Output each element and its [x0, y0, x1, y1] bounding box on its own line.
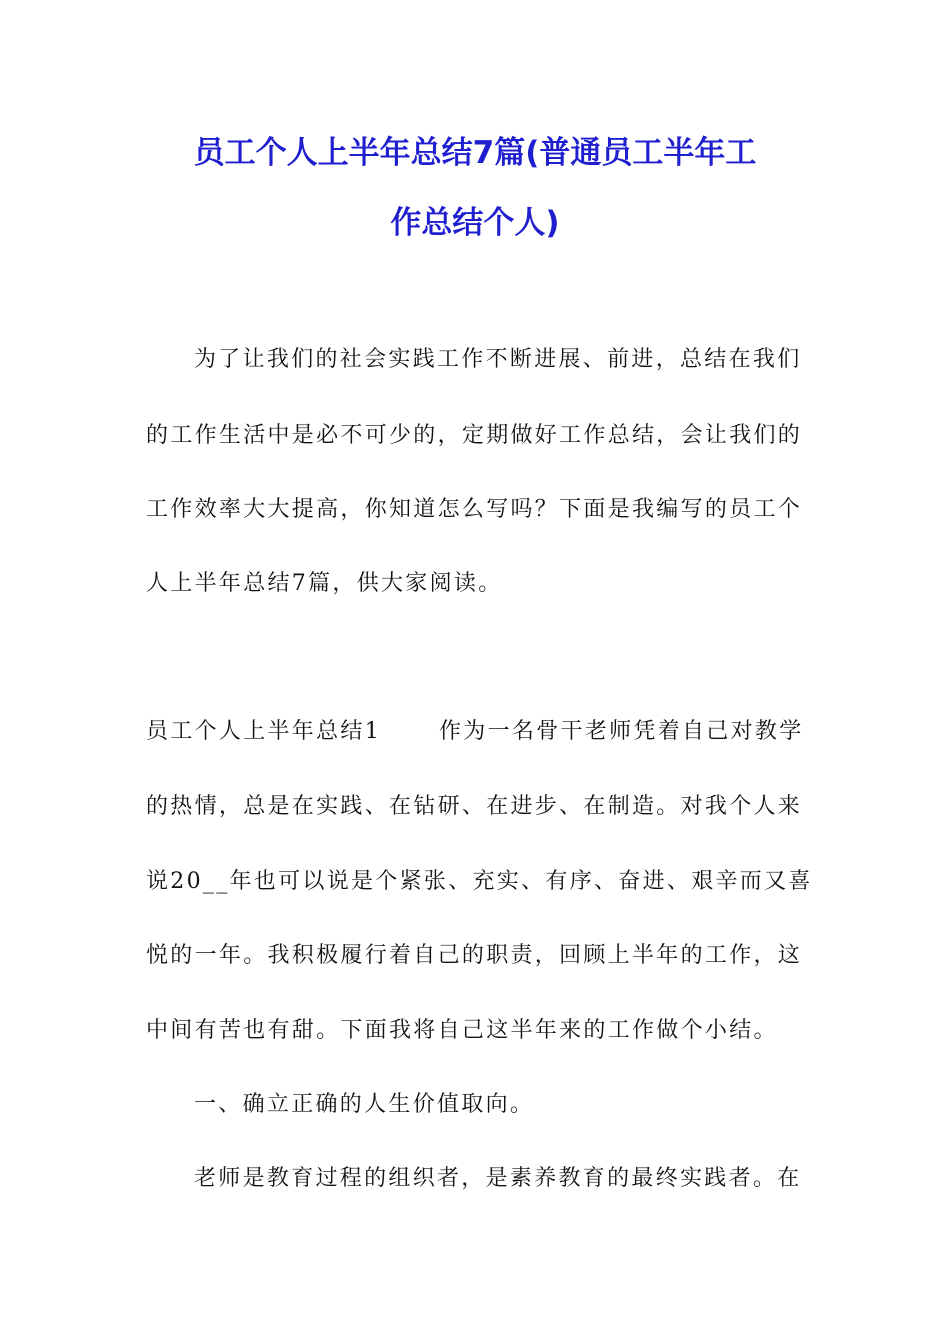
- section-1-line: 悦的一年。我积极履行着自己的职责，回顾上半年的工作，这: [146, 943, 803, 968]
- section-1-line: 说20__年也可以说是个紧张、充实、有序、奋进、艰辛而又喜: [146, 869, 813, 894]
- intro-paragraph-line: 的工作生活中是必不可少的，定期做好工作总结，会让我们的: [146, 423, 803, 448]
- section-1-first-text: 作为一名骨干老师凭着自己对教学: [439, 719, 804, 744]
- intro-paragraph-line: 工作效率大大提高，你知道怎么写吗？下面是我编写的员工个: [146, 497, 803, 522]
- document-title-line-1: 员工个人上半年总结7篇(普通员工半年工: [193, 135, 757, 171]
- body-text-line: 老师是教育过程的组织者，是素养教育的最终实践者。在: [194, 1166, 802, 1191]
- section-1-heading: 员工个人上半年总结1: [146, 719, 381, 744]
- subheading-1: 一、确立正确的人生价值取向。: [194, 1092, 535, 1117]
- section-1-line: 中间有苦也有甜。下面我将自己这半年来的工作做个小结。: [146, 1018, 778, 1043]
- document-title-line-2: 作总结个人): [390, 205, 560, 241]
- section-1-first-line: [146, 721, 806, 743]
- intro-paragraph-line: 人上半年总结7篇，供大家阅读。: [146, 571, 503, 596]
- section-1-line: 的热情，总是在实践、在钻研、在进步、在制造。对我个人来: [146, 794, 803, 819]
- intro-paragraph-line: 为了让我们的社会实践工作不断进展、前进，总结在我们: [194, 347, 802, 372]
